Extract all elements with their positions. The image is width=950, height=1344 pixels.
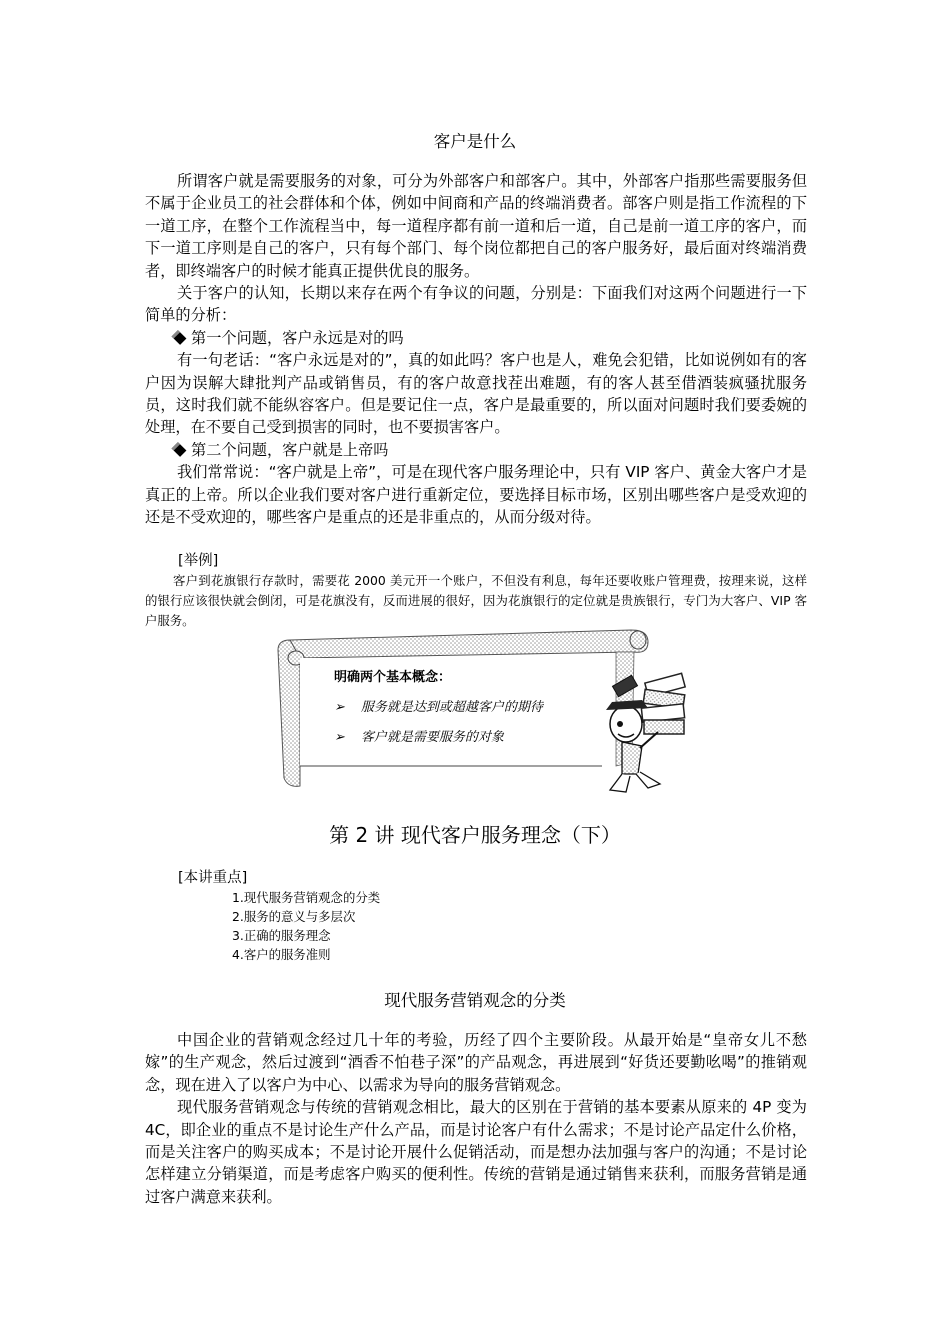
arrow-bullet-icon: ➢ [334,730,345,745]
lecture-title: 第 2 讲 现代客户服务理念（下） [329,823,621,847]
section-title: 客户是什么 [433,132,517,151]
key-points-label: [本讲重点] [178,870,248,886]
paragraph: 现代服务营销观念与传统的营销观念相比，最大的区别在于营销的基本要素从原来的 4P 变为 4C，即企业的重点不是讨论生产什么产品，而是讨论客户有什么需求；不是讨论产品定什么价格，而是关注客户的购买成本；不是讨论开展什么促销活动，而是想办法加强与客户的沟通；不是讨论怎样建立分销渠道，而是考虑客户购买的便利性。传统的营销是通过销售来获利，而服务营销是通过客户满意来获利。 [145,1098,807,1206]
section1-body [145,170,807,529]
arrow-bullet-icon: ➢ [334,700,345,715]
example-label: [举例] [178,553,219,569]
example-body [145,571,807,631]
key-points-list [232,888,380,964]
paragraph: 我们常常说：“客户就是上帝”，可是在现代客户服务理论中，只有 VIP 客户、黄金大客户才是真正的上帝。所以企业我们要对客户进行重新定位，要选择目标市场，区别出哪些客户是受欢迎的还是不受欢迎的，哪些客户是重点的还是非重点的，从而分级对待。 [145,463,807,527]
list-item: 1.现代服务营销观念的分类 [232,890,381,905]
list-item: 4.客户的服务准则 [232,947,331,962]
list-item: 3.正确的服务理念 [232,928,331,943]
question2-label: 第二个问题，客户就是上帝吗 [191,440,389,459]
paragraph: 所谓客户就是需要服务的对象，可分为外部客户和部客户。其中，外部客户指那些需要服务但不属于企业员工的社会群体和个体，例如中间商和产品的终端消费者。部客户则是指工作流程的下一道工序，在整个工作流程当中，每一道程序都有前一道和后一道，自己是前一道工序的客户，而下一道工序则是自己的客户，只有每个部门、每个岗位都把自己的客户服务好，最后面对终端消费者，即终端客户的时候才能真正提供优良的服务。 [145,172,807,280]
paragraph: 有一句老话：“客户永远是对的”，真的如此吗？客户也是人，难免会犯错，比如说例如有的客户因为误解大肆批判产品或销售员，有的客户故意找茬出难题，有的客人甚至借酒装疯骚扰服务员，这时我们就不能纵容客户。但是要记住一点，客户是最重要的，所以面对问题时我们要委婉的处理，在不要自己受到损害的同时，也不要损害客户。 [145,351,807,437]
concept-scroll-graphic [276,628,716,798]
question-heading [145,439,807,461]
scroll-item [334,696,543,715]
diamond-bullet-icon [172,330,187,345]
scroll-heading: 明确两个基本概念： [334,670,452,685]
section2-body [145,1029,807,1208]
scroll-item-text: 服务就是达到或超越客户的期待 [360,700,543,715]
paragraph: 关于客户的认知，长期以来存在两个有争议的问题，分别是：下面我们对这两个问题进行一下简单的分析： [145,284,807,325]
question1-label: 第一个问题，客户永远是对的吗 [191,328,404,347]
example-text: 客户到花旗银行存款时，需要花 2000 美元开一个账户，不但没有利息，每年还要收账户管理费，按理来说，这样的银行应该很快就会倒闭，可是花旗没有，反而进展的很好，因为花旗银行的定位就是贵族银行，专门为大客户、VIP 客户服务。 [145,573,807,628]
scroll-item [334,726,504,745]
question-heading [145,327,807,349]
section-title: 现代服务营销观念的分类 [384,991,566,1010]
scroll-item-text: 客户就是需要服务的对象 [360,730,504,745]
paragraph: 中国企业的营销观念经过几十年的考验，历经了四个主要阶段。从最开始是“皇帝女儿不愁嫁”的生产观念，然后过渡到“酒香不怕巷子深”的产品观念，再进展到“好货还要勤吆喝”的推销观念，现在进入了以客户为中心、以需求为导向的服务营销观念。 [145,1031,807,1094]
cartoon-figure-icon [606,673,685,792]
diamond-bullet-icon [172,442,187,457]
list-item: 2.服务的意义与多层次 [232,909,356,924]
